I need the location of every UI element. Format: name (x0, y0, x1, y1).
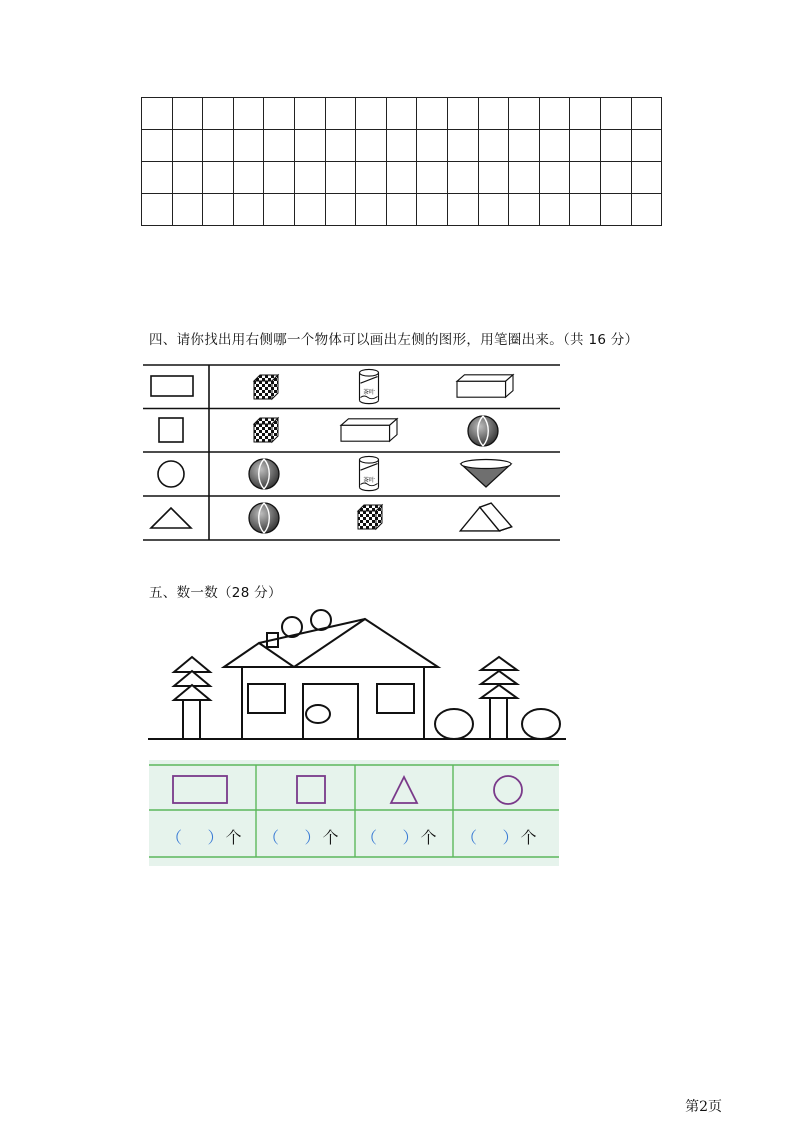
grid-cell[interactable] (631, 98, 662, 130)
grid-cell[interactable] (600, 98, 631, 130)
grid-cell[interactable] (233, 194, 264, 226)
grid-cell[interactable] (233, 162, 264, 194)
grid-cell[interactable] (356, 130, 387, 162)
count-answer-circle[interactable]: （ ） 个 (461, 828, 537, 847)
grid-cell[interactable] (478, 98, 509, 130)
grid-cell[interactable] (539, 98, 570, 130)
tea-can-label: 茶叶 (362, 477, 376, 484)
grid-cell[interactable] (478, 194, 509, 226)
ball-icon[interactable] (249, 503, 279, 533)
grid-row (142, 194, 662, 226)
cuboid-box-icon[interactable] (341, 419, 397, 441)
grid-cell[interactable] (570, 98, 601, 130)
grid-cell[interactable] (478, 130, 509, 162)
triangular-prism-icon[interactable] (460, 503, 512, 531)
grid-cell[interactable] (539, 162, 570, 194)
house-scene (148, 605, 568, 749)
grid-cell[interactable] (509, 98, 540, 130)
window-icon (248, 684, 285, 713)
grid-cell[interactable] (233, 98, 264, 130)
writing-grid (141, 97, 662, 226)
grid-cell[interactable] (509, 162, 540, 194)
grid-cell[interactable] (570, 130, 601, 162)
tea-can-icon[interactable] (360, 369, 379, 403)
square-icon (159, 418, 183, 442)
grid-cell[interactable] (600, 130, 631, 162)
grid-cell[interactable] (203, 130, 234, 162)
bush-icon (435, 709, 473, 739)
grid-cell[interactable] (539, 130, 570, 162)
grid-cell[interactable] (631, 194, 662, 226)
grid-cell[interactable] (539, 194, 570, 226)
grid-cell[interactable] (356, 98, 387, 130)
grid-cell[interactable] (325, 130, 356, 162)
grid-cell[interactable] (172, 194, 203, 226)
grid-cell[interactable] (386, 194, 417, 226)
triangle-icon (151, 508, 191, 528)
bush-icon (522, 709, 560, 739)
table-row (159, 416, 498, 446)
grid-cell[interactable] (325, 162, 356, 194)
grid-cell[interactable] (325, 98, 356, 130)
grid-cell[interactable] (325, 194, 356, 226)
grid-row (142, 162, 662, 194)
grid-cell[interactable] (631, 130, 662, 162)
square-icon (297, 776, 325, 803)
grid-cell[interactable] (417, 98, 448, 130)
grid-cell[interactable] (172, 162, 203, 194)
grid-cell[interactable] (509, 130, 540, 162)
circle-icon (158, 461, 184, 487)
section-5-heading: 五、数一数（28 分） (149, 585, 282, 601)
tree-icon (481, 657, 517, 739)
grid-cell[interactable] (142, 130, 173, 162)
grid-cell[interactable] (203, 162, 234, 194)
table-row (158, 456, 511, 490)
cuboid-box-icon[interactable] (457, 375, 513, 397)
grid-cell[interactable] (509, 194, 540, 226)
grid-cell[interactable] (142, 162, 173, 194)
grid-cell[interactable] (142, 98, 173, 130)
rectangle-icon (173, 776, 227, 803)
grid-row (142, 98, 662, 130)
rubik-cube-icon[interactable] (358, 505, 382, 529)
tea-can-label: 茶叶 (362, 389, 376, 396)
grid-cell[interactable] (447, 130, 478, 162)
grid-cell[interactable] (600, 162, 631, 194)
page-number: 第2页 (685, 1099, 722, 1115)
rubik-cube-icon[interactable] (254, 375, 278, 399)
grid-cell[interactable] (447, 194, 478, 226)
grid-cell[interactable] (417, 130, 448, 162)
rectangle-icon (151, 376, 193, 396)
grid-cell[interactable] (417, 194, 448, 226)
grid-cell[interactable] (294, 130, 325, 162)
house-icon (224, 619, 438, 739)
section-4-heading: 四、请你找出用右侧哪一个物体可以画出左侧的图形，用笔圈出来。（共 16 分） (149, 332, 639, 348)
grid-cell[interactable] (386, 130, 417, 162)
table-row (151, 369, 513, 403)
ball-icon[interactable] (249, 459, 279, 489)
grid-cell[interactable] (203, 98, 234, 130)
grid-cell[interactable] (294, 194, 325, 226)
grid-cell[interactable] (294, 162, 325, 194)
triangle-icon (391, 777, 417, 803)
grid-cell[interactable] (172, 130, 203, 162)
grid-cell[interactable] (478, 162, 509, 194)
count-answer-triangle[interactable]: （ ） 个 (361, 828, 437, 847)
cone-icon[interactable] (461, 460, 511, 488)
grid-cell[interactable] (356, 162, 387, 194)
grid-cell[interactable] (386, 162, 417, 194)
grid-cell[interactable] (447, 98, 478, 130)
grid-row (142, 130, 662, 162)
tea-can-icon[interactable] (360, 456, 379, 490)
tree-icon (174, 657, 210, 739)
grid-cell[interactable] (264, 130, 295, 162)
grid-cell[interactable] (570, 194, 601, 226)
grid-cell[interactable] (264, 98, 295, 130)
grid-cell[interactable] (447, 162, 478, 194)
rubik-cube-icon[interactable] (254, 418, 278, 442)
count-answer-rectangle[interactable]: （ ） 个 (166, 828, 242, 847)
shape-object-table (143, 364, 560, 541)
grid-cell[interactable] (203, 194, 234, 226)
grid-cell[interactable] (172, 98, 203, 130)
circle-icon (494, 776, 522, 804)
grid-cell[interactable] (142, 194, 173, 226)
grid-cell[interactable] (233, 130, 264, 162)
grid-cell[interactable] (264, 194, 295, 226)
grid-cell[interactable] (294, 98, 325, 130)
grid-cell[interactable] (264, 162, 295, 194)
round-window-icon (306, 705, 330, 723)
grid-cell[interactable] (570, 162, 601, 194)
grid-cell[interactable] (386, 98, 417, 130)
grid-cell[interactable] (417, 162, 448, 194)
grid-cell[interactable] (631, 162, 662, 194)
count-answer-square[interactable]: （ ） 个 (263, 828, 339, 847)
table-row (151, 503, 512, 533)
ball-icon[interactable] (468, 416, 498, 446)
window-icon (377, 684, 414, 713)
grid-cell[interactable] (600, 194, 631, 226)
count-answer-box (149, 760, 559, 866)
grid-cell[interactable] (356, 194, 387, 226)
